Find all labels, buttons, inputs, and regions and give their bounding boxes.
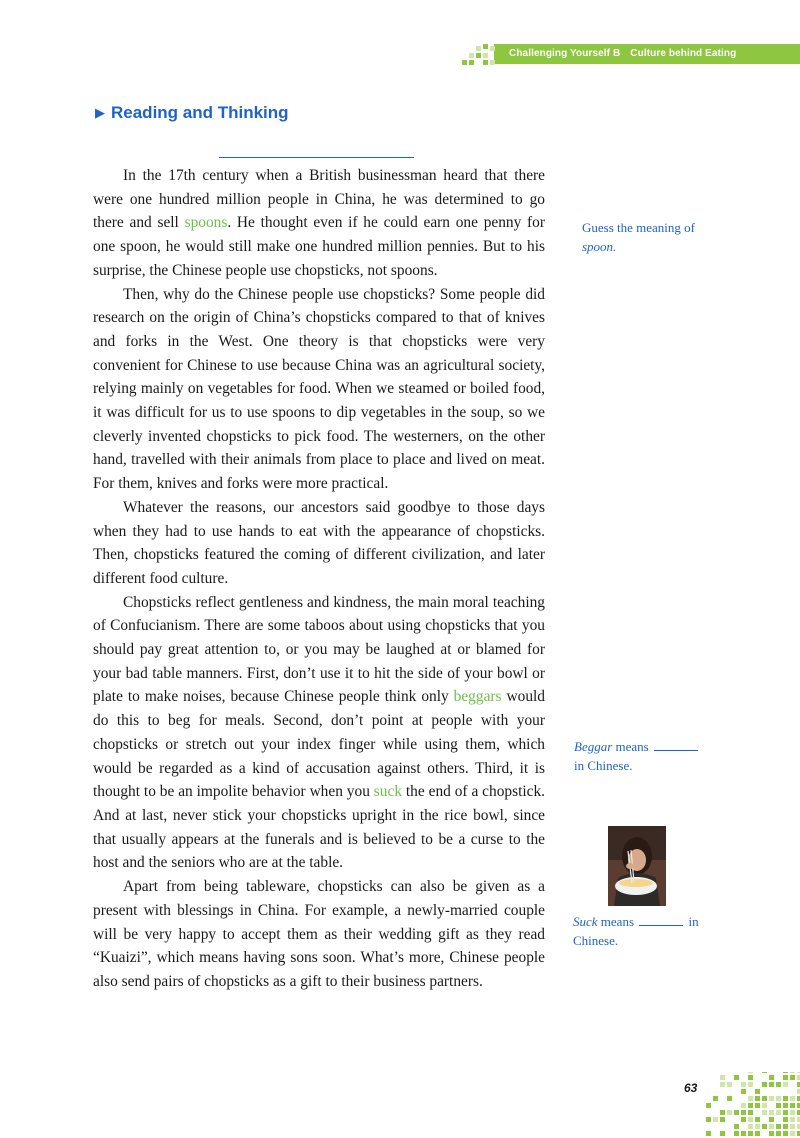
pixel-square [748,1075,753,1080]
pixel-square [748,1103,753,1108]
pixel-square [783,1075,788,1080]
pixel-square [783,1103,788,1108]
pixel-square [769,1124,774,1129]
photo-illustration [608,826,666,906]
pixel-square [790,1096,795,1101]
pixel-square [783,1096,788,1101]
pixel-square [776,1103,781,1108]
pixel-square [783,1117,788,1122]
pixel-square [769,1075,774,1080]
pixel-square [748,1117,753,1122]
pixel-square [762,1072,767,1073]
section-label: Challenging Yourself B [509,48,621,59]
pixel-square [741,1082,746,1087]
pixel-square [769,1096,774,1101]
pixel-square [790,1110,795,1115]
page-number: 63 [684,1081,698,1095]
paragraph: Whatever the reasons, our ancestors said goodbye to those days when they had to use hands to eat with the appearance of chopsticks. Then, chopsticks featured the coming of different civilization, and later different food culture. [93,498,545,587]
pixel-square [790,1075,795,1080]
pixel-square [762,1096,767,1101]
pixel-square [748,1124,753,1129]
pixel-square [727,1082,732,1087]
pixel-square [741,1131,746,1136]
pixel-square [776,1082,781,1087]
paragraph: Then, why do the Chinese people use chopsticks? Some people did research on the origin of China’s chopsticks compared to that of knives and forks in the West. One theory is that chopsticks were very convenient for Chinese to use because China was an agricultural society, relying mainly on vegetables for food. When we steamed or boiled food, it was difficult for us to use spoons to dip vegetables in the soup, so we cleverly invented chopsticks to pick food. The westerners, on the other hand, travelled with their animals from place to place and lived on meat. For them, knives and forks were more practical. [93,285,545,493]
answer-blank [639,913,683,926]
pixel-square [790,1124,795,1129]
pixel-square [720,1117,725,1122]
margin-note-spoon: Guess the meaning of spoon. [582,220,696,254]
margin-note-beggar: Beggar means in Chinese. [574,737,724,775]
pixel-square [755,1124,760,1129]
pixel-square [783,1131,788,1136]
pixel-square [734,1075,739,1080]
pixel-square [776,1096,781,1101]
pixel-square [713,1096,718,1101]
pixel-square [762,1110,767,1115]
pixel-square [734,1124,739,1129]
pixel-square [720,1075,725,1080]
pixel-square [741,1089,746,1094]
pixel-square [783,1082,788,1087]
pixel-square [748,1096,753,1101]
pixel-square [720,1131,725,1136]
pixel-square [734,1110,739,1115]
pixel-square [790,1072,795,1073]
pixel-square [755,1117,760,1122]
margin-note-suck: Suck means in Chinese. [573,914,699,948]
title-blank-line [219,157,414,158]
pixel-square [741,1110,746,1115]
pixel-square [755,1096,760,1101]
pixel-square [748,1110,753,1115]
pixel-square [769,1117,774,1122]
header-pixel-pattern-icon [462,40,498,68]
pixel-square [720,1110,725,1115]
pixel-square [755,1103,760,1108]
pixel-square [783,1110,788,1115]
pixel-square [741,1117,746,1122]
pixel-square [755,1131,760,1136]
section-title-text: Reading and Thinking [111,103,289,122]
pixel-square [755,1089,760,1094]
vocab-word-suck: suck [373,783,403,801]
running-header [509,46,736,62]
pixel-square [790,1117,795,1122]
pixel-square [748,1131,753,1136]
pixel-square [727,1096,732,1101]
pixel-square [776,1131,781,1136]
pixel-square [776,1124,781,1129]
pixel-square [727,1110,732,1115]
pixel-square [748,1072,753,1073]
pixel-square [783,1072,788,1073]
pixel-square [713,1117,718,1122]
pixel-square [790,1103,795,1108]
answer-blank [654,738,698,751]
pixel-square [783,1124,788,1129]
pixel-square [720,1082,725,1087]
paragraph: Apart from being tableware, chopsticks can also be given as a present with blessings in China. For example, a newly-married couple will be very happy to accept them as their wedding gift as they read “Kuaizi”, which means having sons soon. What’s more, Chinese people also send pairs of chopsticks as a gift to their business partners. [93,878,545,990]
pixel-square [769,1131,774,1136]
pixel-square [769,1082,774,1087]
vocab-word-beggars: beggars [453,688,502,706]
pixel-square [706,1103,711,1108]
section-title [95,103,289,123]
pixel-square [769,1110,774,1115]
pixel-square [762,1124,767,1129]
play-triangle-icon: ▶ [95,105,105,120]
pixel-square [776,1110,781,1115]
pixel-square [762,1103,767,1108]
unit-title: Culture behind Eating [630,48,737,59]
pixel-square [762,1082,767,1087]
footer-pixel-pattern-icon [706,1072,800,1138]
pixel-square [748,1082,753,1087]
pixel-square [734,1131,739,1136]
pixel-square [706,1117,711,1122]
paragraph: In the 17th century when a British businessman heard that there were one hundred million people in China, he was determined to go there and sell spoons. He thought even if he could earn one penny for one spoon, he would still make one hundred million pennies. But to his surprise, the Chinese people use chopsticks, not spoons. [93,167,545,279]
pixel-square [741,1103,746,1108]
vocab-word-spoons: spoons [184,214,228,232]
pixel-square [790,1131,795,1136]
article-body [93,164,545,994]
paragraph: Chopsticks reflect gentleness and kindness, the main moral teaching of Confucianism. There are some taboos about using chopsticks that you should pay great attention to, or you may be laughed at or blamed for your bad table manners. First, don’t use it to hit the side of your bowl or plate to make noises, because Chinese people think only beggars would do this to beg for meals. Second, don’t point at people with your chopsticks or stretch out your index finger while using them, which would be regarded as a kind of accusation against others. Third, it is thought to be an impolite behavior when you suck the end of a chopstick. And at last, never stick your chopsticks upright in the rice bowl, since that usually appears at the funerals and is believed to be a curse to the host and the seniors who are at the table. [93,593,546,872]
pixel-square [706,1131,711,1136]
person-eating-noodles-photo [608,826,666,906]
